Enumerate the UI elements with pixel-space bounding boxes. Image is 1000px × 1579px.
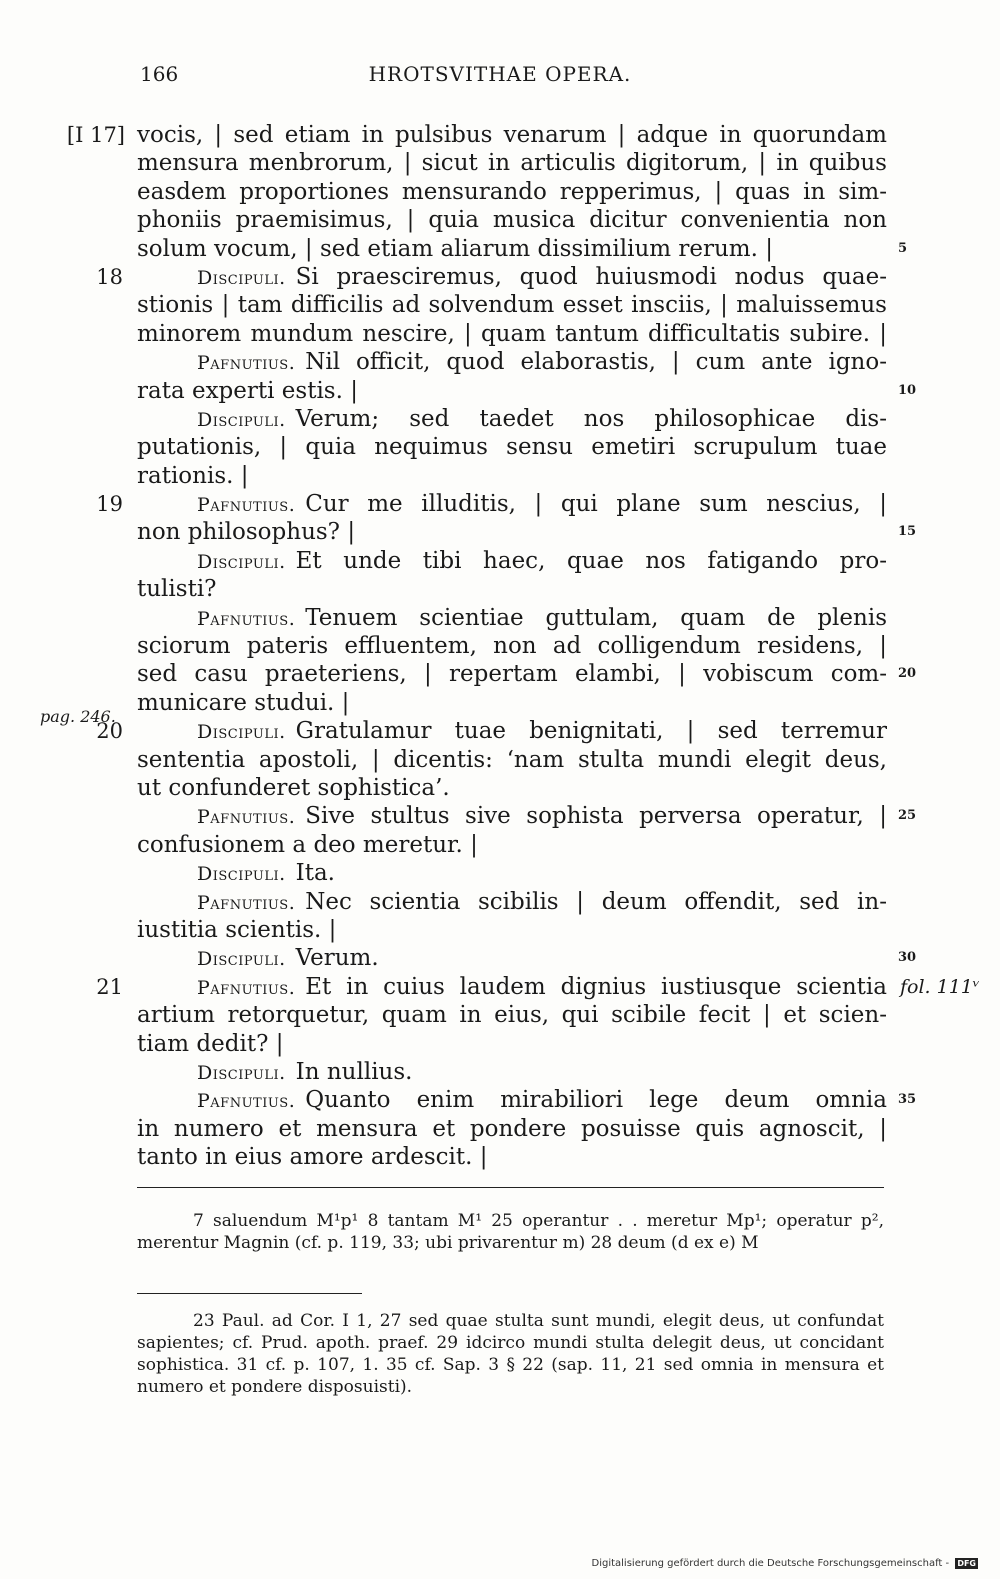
apparatus-rule xyxy=(137,1187,884,1188)
speaker-name: Pafnutius. xyxy=(197,976,296,999)
line-text xyxy=(197,604,887,633)
line-text xyxy=(197,490,887,519)
text-line xyxy=(0,178,1000,206)
line-text xyxy=(137,1143,887,1171)
line-text xyxy=(197,547,887,576)
section-number: 18 xyxy=(96,264,123,289)
text-line xyxy=(0,632,1000,660)
speaker-name: Pafnutius. xyxy=(197,806,296,829)
text-line xyxy=(0,859,1000,887)
sources-text: 23 Paul. ad Cor. I 1, 27 sed quae stulta sunt mundi, elegit deus, ut confundat sapientes; cf. Prud. apoth. praef. 29 idcirco mundi stulta delegit deus, ut concidant sophistica. 31 cf. p. 107, 1. 35 cf. Sap. 3 § 22 (sap. 11, 21 sed omnia in mensura et numero et pondere disposuisti). xyxy=(137,1311,884,1397)
text-line xyxy=(0,604,1000,632)
speaker-name: Discipuli. xyxy=(197,1061,286,1084)
speaker-name: Pafnutius. xyxy=(197,1090,296,1113)
line-content: Verum; sed taedet nos philosophicae dis- xyxy=(295,405,887,432)
line-number: 15 xyxy=(898,524,917,540)
section-number: [I 17] xyxy=(66,123,125,147)
speaker-name: Pafnutius. xyxy=(197,494,296,517)
text-line xyxy=(0,1030,1000,1058)
line-content: phoniis praemisimus, | quia musica dicitur convenientia non xyxy=(137,207,887,234)
line-content: In nullius. xyxy=(295,1058,413,1085)
line-text xyxy=(137,377,887,405)
line-content: iustitia scientis. | xyxy=(137,916,337,943)
line-content: Gratulamur tuae benignitati, | sed terremur xyxy=(295,718,887,745)
text-line xyxy=(0,746,1000,774)
text-line xyxy=(0,1086,1000,1114)
line-content: Nec scientia scibilis | deum offendit, sed in- xyxy=(305,888,887,915)
text-line xyxy=(0,660,1000,688)
speaker-name: Discipuli. xyxy=(197,550,286,573)
line-content: tulisti? xyxy=(137,576,217,603)
line-content: municare studui. | xyxy=(137,689,350,716)
text-line xyxy=(0,518,1000,546)
folio-marker: fol. 111ᵛ xyxy=(900,975,980,998)
line-content: vocis, | sed etiam in pulsibus venarum | adque in quorundam xyxy=(137,122,887,148)
line-content: artium retorquetur, quam in eius, qui scibile fecit | et scien- xyxy=(137,1002,887,1029)
text-line xyxy=(0,263,1000,291)
line-content: ut confunderet sophistica’. xyxy=(137,774,450,801)
sources-apparatus xyxy=(137,1310,884,1398)
line-text xyxy=(137,632,887,660)
text-line xyxy=(0,462,1000,490)
text-line xyxy=(0,235,1000,263)
line-content: sciorum pateris effluentem, non ad colligendum residens, | xyxy=(137,633,887,660)
speaker-name: Discipuli. xyxy=(197,721,286,744)
text-line xyxy=(0,377,1000,405)
text-line xyxy=(0,320,1000,348)
line-content: solum vocum, | sed etiam aliarum dissimilium rerum. | xyxy=(137,235,773,262)
line-content: tanto in eius amore ardescit. | xyxy=(137,1144,488,1171)
line-text xyxy=(137,1115,887,1143)
line-content: Ita. xyxy=(295,860,335,887)
line-text xyxy=(137,235,887,263)
credit-text: Digitalisierung gefördert durch die Deutsche Forschungsgemeinschaft - xyxy=(591,1558,950,1569)
line-content: sed casu praeteriens, | repertam elambi, | vobiscum com- xyxy=(137,661,887,688)
line-text xyxy=(137,320,887,348)
text-line xyxy=(0,575,1000,603)
line-number: 5 xyxy=(898,240,908,256)
line-content: in numero et mensura et pondere posuisse quis agnoscit, | xyxy=(137,1115,887,1142)
line-content: Nil officit, quod elaborastis, | cum ante igno- xyxy=(305,349,887,376)
line-text xyxy=(137,121,887,149)
digitization-credit xyxy=(592,1558,979,1569)
line-text xyxy=(137,831,887,859)
text-line xyxy=(0,831,1000,859)
line-content: Sive stultus sive sophista perversa operatur, | xyxy=(305,803,887,830)
line-content: Et in cuius laudem dignius iustiusque scientia xyxy=(305,973,887,1000)
text-line xyxy=(0,916,1000,944)
line-text xyxy=(197,263,887,292)
line-content: Quanto enim mirabiliori lege deum omnia xyxy=(305,1087,887,1114)
line-text xyxy=(197,802,887,831)
line-text xyxy=(137,178,887,206)
line-text xyxy=(137,1030,887,1058)
line-content: sententia apostoli, | dicentis: ‘nam stulta mundi elegit deus, xyxy=(137,746,887,773)
line-content: mensura menbrorum, | sicut in articulis digitorum, | in quibus xyxy=(137,150,887,177)
text-line xyxy=(0,206,1000,234)
speaker-name: Discipuli. xyxy=(197,948,286,971)
line-text xyxy=(197,405,887,434)
text-line xyxy=(0,291,1000,319)
line-content: Tenuem scientiae guttulam, quam de plenis xyxy=(305,604,887,631)
line-content: confusionem a deo meretur. | xyxy=(137,831,478,858)
line-text xyxy=(137,149,887,177)
line-text xyxy=(137,746,887,774)
line-text xyxy=(137,916,887,944)
line-number: 35 xyxy=(898,1092,917,1108)
line-content: non philosophus? | xyxy=(137,519,356,546)
line-text xyxy=(137,206,887,234)
line-content: tiam dedit? | xyxy=(137,1030,284,1057)
line-text xyxy=(137,689,887,717)
line-content: Si praesciremus, quod huiusmodi nodus quae- xyxy=(295,263,887,290)
text-line xyxy=(0,774,1000,802)
apparatus-text: 7 saluendum M¹p¹ 8 tantam M¹ 25 operantur . . meretur Mp¹; operatur p², merentur Magnin (cf. p. 119, 33; ubi privarentur m) 28 deum (d ex e) M xyxy=(137,1211,884,1253)
text-line xyxy=(0,888,1000,916)
sources-rule xyxy=(137,1293,362,1294)
speaker-name: Pafnutius. xyxy=(197,607,296,630)
page-header xyxy=(0,62,1000,92)
line-text xyxy=(197,1058,887,1087)
line-text xyxy=(137,291,887,319)
text-line xyxy=(0,802,1000,830)
text-line xyxy=(0,1143,1000,1171)
text-line xyxy=(0,433,1000,461)
line-number: 20 xyxy=(898,666,917,682)
text-line xyxy=(0,1001,1000,1029)
line-content: minorem mundum nescire, | quam tantum difficultatis subire. | xyxy=(137,320,887,347)
critical-apparatus xyxy=(137,1210,884,1254)
text-line xyxy=(0,405,1000,433)
line-number: 25 xyxy=(898,808,917,824)
page-number: 166 xyxy=(140,62,179,86)
text-line xyxy=(0,547,1000,575)
main-text xyxy=(0,121,1000,1171)
speaker-name: Pafnutius. xyxy=(197,891,296,914)
line-text xyxy=(137,575,887,603)
line-text xyxy=(197,348,887,377)
text-line xyxy=(0,973,1000,1001)
speaker-name: Discipuli. xyxy=(197,266,286,289)
speaker-name: Discipuli. xyxy=(197,863,286,886)
speaker-name: Pafnutius. xyxy=(197,352,296,375)
dfg-logo: DFG xyxy=(957,1559,976,1568)
text-line xyxy=(0,1115,1000,1143)
line-text xyxy=(197,1086,887,1115)
line-text xyxy=(197,717,887,746)
text-line xyxy=(0,707,1000,745)
section-number: 20 xyxy=(96,719,123,744)
line-text xyxy=(137,774,887,802)
line-text xyxy=(197,944,887,973)
line-text xyxy=(137,433,887,461)
line-text xyxy=(137,462,887,490)
line-text xyxy=(197,859,887,888)
text-line xyxy=(0,1058,1000,1086)
line-text xyxy=(197,973,887,1002)
line-text xyxy=(137,518,887,546)
running-title: HROTSVITHAE OPERA. xyxy=(368,62,632,86)
line-content: stionis | tam difficilis ad solvendum esset insciis, | maluissemus xyxy=(137,292,887,319)
line-text xyxy=(197,888,887,917)
line-text xyxy=(137,1001,887,1029)
source-page-marker: pag. 246. xyxy=(40,707,116,727)
line-content: rata experti estis. | xyxy=(137,377,358,404)
line-content: Cur me illuditis, | qui plane sum nescius, | xyxy=(305,491,887,518)
text-line xyxy=(0,689,1000,717)
section-number: 19 xyxy=(96,492,123,517)
line-content: Et unde tibi haec, quae nos fatigando pro- xyxy=(295,547,887,574)
text-line xyxy=(0,121,1000,149)
text-line xyxy=(0,348,1000,376)
line-text xyxy=(137,660,887,688)
section-number: 21 xyxy=(96,974,123,999)
line-content: rationis. | xyxy=(137,462,249,489)
line-content: putationis, | quia nequimus sensu emetiri scrupulum tuae xyxy=(137,434,887,461)
line-number: 30 xyxy=(898,950,917,966)
text-line xyxy=(0,944,1000,972)
text-line xyxy=(0,490,1000,518)
line-content: easdem proportiones mensurando repperimus, | quas in sim- xyxy=(137,178,887,205)
line-content: Verum. xyxy=(295,945,379,972)
speaker-name: Discipuli. xyxy=(197,408,286,431)
text-line xyxy=(0,149,1000,177)
line-number: 10 xyxy=(898,382,917,398)
